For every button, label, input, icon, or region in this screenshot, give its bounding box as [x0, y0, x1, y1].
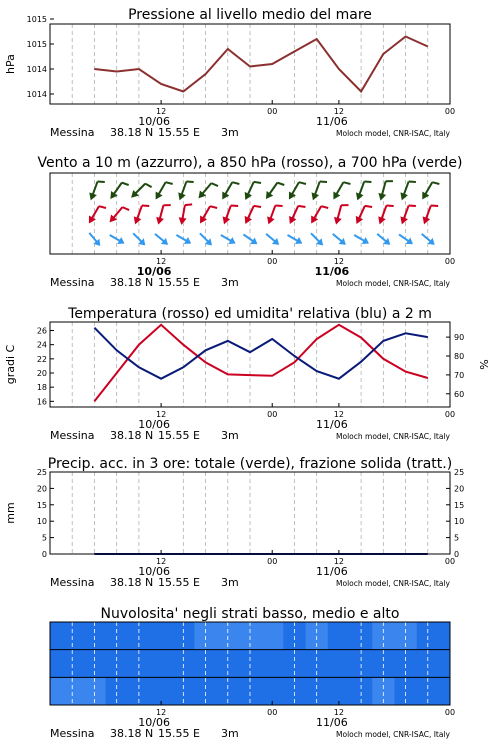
wind-barb-700hpa [398, 178, 416, 202]
wind-barb-10m [264, 231, 282, 248]
cloud-cell [328, 650, 351, 678]
x-date-label: 11/06 [316, 565, 348, 578]
x-date-label: 11/06 [316, 716, 348, 729]
y-axis-label: hPa [4, 54, 17, 74]
wind-barb-700hpa [87, 178, 105, 202]
wind-barb-850hpa [107, 203, 130, 227]
y2-tick-label: 20 [454, 484, 465, 494]
location-lon: 15.55 E [158, 276, 200, 289]
location-name: Messina [50, 126, 95, 139]
x-date-label: 11/06 [314, 265, 350, 278]
location-lat: 38.18 N [110, 276, 154, 289]
wind-barb-700hpa [242, 178, 261, 203]
model-credit: Moloch model, CNR-ISAC, Italy [336, 279, 450, 288]
x-tick-label: 12 [156, 557, 167, 566]
y-tick-label: 20 [36, 484, 47, 494]
chart-title: Pressione al livello medio del mare [128, 7, 372, 23]
x-tick-label: 00 [444, 557, 456, 566]
model-credit: Moloch model, CNR-ISAC, Italy [336, 579, 450, 588]
wind-barb-850hpa [242, 202, 261, 227]
x-tick-label: 12 [333, 257, 344, 266]
location-lon: 15.55 E [158, 727, 200, 740]
location-lat: 38.18 N [110, 429, 154, 442]
location-lat: 38.18 N [110, 576, 154, 589]
wind-barb-10m [286, 232, 305, 247]
wind-barb-850hpa [332, 202, 348, 226]
wind-barb-700hpa [263, 179, 285, 203]
y-axis-label: mm [4, 502, 17, 524]
x-date-label: 11/06 [316, 115, 348, 128]
pressure-line [94, 37, 427, 92]
x-tick-label: 00 [267, 557, 278, 566]
y-tick-label: 1014 [26, 65, 47, 74]
cloud-cell [417, 622, 451, 650]
wind-barb-700hpa [354, 178, 372, 202]
x-axis-precip [50, 550, 455, 589]
wind-barb-850hpa [376, 202, 394, 226]
location-alt: 3m [221, 126, 239, 139]
x-tick-label: 12 [156, 708, 167, 717]
location-alt: 3m [221, 576, 239, 589]
wind-barb-700hpa [330, 178, 351, 203]
wind-barb-10m [397, 231, 416, 247]
wind-barb-10m [219, 232, 238, 247]
x-date-label: 10/06 [138, 115, 170, 128]
wind-barb-850hpa [398, 202, 416, 226]
cloud-cell [261, 622, 284, 650]
wind-barb-850hpa [286, 202, 305, 227]
x-date-label: 10/06 [136, 265, 172, 278]
pressure-frame [50, 24, 450, 104]
chart-title: Precip. acc. in 3 ore: totale (verde), frazione solida (tratt.) [47, 456, 453, 472]
wind-barb-850hpa [308, 202, 329, 227]
y2-tick-label: 60 [454, 389, 465, 399]
y2-tick-label: 15 [454, 500, 465, 510]
x-axis-temp_rh [50, 403, 455, 442]
wind-barb-10m [352, 232, 371, 247]
wind-barb-700hpa [309, 178, 327, 202]
y2-tick-label: 70 [454, 370, 465, 380]
x-tick-label: 12 [333, 410, 344, 419]
x-tick-label: 00 [267, 257, 278, 266]
model-credit: Moloch model, CNR-ISAC, Italy [336, 432, 450, 441]
x-tick-label: 12 [156, 107, 167, 116]
chart-title: Vento a 10 m (azzurro), a 850 hPa (rosso), a 700 hPa (verde) [37, 155, 463, 171]
x-tick-label: 00 [267, 708, 278, 717]
x-tick-label: 12 [333, 708, 344, 717]
y2-tick-label: 5 [454, 533, 460, 543]
location-lon: 15.55 E [158, 576, 200, 589]
cloud-cell [328, 622, 351, 650]
x-tick-label: 00 [444, 410, 456, 419]
precip-frame [50, 472, 450, 554]
cloud-cell [328, 677, 351, 705]
wind-barb-10m [241, 231, 260, 247]
y-tick-label: 24 [36, 340, 47, 350]
wind-barb-700hpa [377, 178, 393, 202]
x-tick-label: 00 [444, 708, 456, 717]
y-tick-label: 0 [41, 550, 47, 559]
cloud-cell [50, 622, 106, 650]
x-date-label: 11/06 [316, 418, 348, 431]
wind-barb-850hpa [131, 202, 149, 226]
vertical-gridlines [72, 322, 428, 407]
y2-tick-label: 25 [454, 468, 465, 477]
x-date-label: 10/06 [138, 565, 170, 578]
y-axis-label: gradi C [4, 344, 17, 385]
y2-tick-label: 80 [454, 352, 465, 361]
location-name: Messina [50, 576, 95, 589]
wind-barb-700hpa [285, 178, 306, 203]
wind-barb-700hpa [176, 178, 194, 202]
y-tick-label: 20 [36, 369, 47, 378]
x-tick-label: 00 [444, 107, 456, 116]
y2-tick-label: 10 [454, 517, 465, 527]
vertical-gridlines [72, 24, 428, 104]
cloud-cell [261, 650, 284, 678]
wind-barb-850hpa [220, 202, 238, 226]
y-tick-label: 26 [36, 326, 47, 336]
y-tick-label: 1015 [26, 15, 47, 24]
model-credit: Moloch model, CNR-ISAC, Italy [336, 129, 450, 138]
x-tick-label: 12 [333, 107, 344, 116]
cloud-cell [150, 622, 173, 650]
wind-barb-850hpa [154, 202, 170, 226]
location-lat: 38.18 N [110, 126, 154, 139]
wind-barb-850hpa [353, 202, 372, 227]
wind-barb-850hpa [85, 202, 106, 227]
wind-barb-700hpa [419, 178, 440, 203]
y-tick-label: 16 [36, 397, 47, 407]
y2-tick-label: 0 [454, 550, 460, 559]
x-axis-wind [50, 250, 455, 289]
cloud-cell [50, 677, 106, 705]
cloud-cell [261, 677, 284, 705]
x-axis-clouds [50, 701, 455, 740]
wind-barb-10m [152, 231, 170, 248]
cloud-cell [150, 677, 173, 705]
chart-title: Nuvolosita' negli strati basso, medio e alto [100, 606, 400, 622]
x-tick-label: 00 [267, 107, 278, 116]
wind-barb-850hpa [197, 202, 218, 227]
y-tick-label: 10 [36, 517, 47, 527]
wind-barb-10m [330, 231, 348, 248]
wind-barb-700hpa [219, 178, 240, 203]
x-tick-label: 00 [444, 257, 456, 266]
y-tick-label: 15 [36, 500, 47, 510]
wind-barb-700hpa [152, 178, 173, 203]
wind-barb-850hpa [420, 202, 438, 226]
location-name: Messina [50, 429, 95, 442]
y-tick-label: 1014 [26, 90, 47, 99]
y-tick-label: 25 [36, 468, 47, 477]
wind-barb-850hpa [177, 202, 192, 226]
location-alt: 3m [221, 276, 239, 289]
y-tick-label: 18 [36, 383, 47, 393]
wind-barb-10m [174, 232, 193, 247]
cloud-cell [417, 650, 451, 678]
location-name: Messina [50, 276, 95, 289]
chart-title: Temperatura (rosso) ed umidita' relativa (blu) a 2 m [68, 306, 432, 322]
vertical-gridlines [72, 472, 428, 554]
cloud-cell [417, 677, 451, 705]
x-tick-label: 12 [156, 410, 167, 419]
model-credit: Moloch model, CNR-ISAC, Italy [336, 730, 450, 739]
wind-barb-850hpa [265, 202, 283, 226]
wind-barb-10m [108, 232, 127, 247]
x-date-label: 10/06 [138, 716, 170, 729]
y2-axis-label: % [478, 359, 491, 370]
x-axis-pressure [50, 100, 455, 139]
x-date-label: 10/06 [138, 418, 170, 431]
y-tick-label: 1015 [26, 40, 47, 49]
wind-barb-700hpa [107, 179, 129, 203]
cloud-cell [50, 650, 106, 678]
x-tick-label: 12 [156, 257, 167, 266]
location-lon: 15.55 E [158, 126, 200, 139]
x-tick-label: 00 [267, 410, 278, 419]
y-tick-label: 22 [36, 354, 47, 364]
location-lat: 38.18 N [110, 727, 154, 740]
wind-barb-700hpa [128, 179, 151, 202]
cloud-cell [150, 650, 173, 678]
y-tick-label: 5 [41, 533, 47, 543]
location-lon: 15.55 E [158, 429, 200, 442]
x-tick-label: 12 [333, 557, 344, 566]
location-alt: 3m [221, 429, 239, 442]
temperature-line [94, 325, 427, 402]
location-name: Messina [50, 727, 95, 740]
wind-barb-700hpa [195, 179, 218, 203]
location-alt: 3m [221, 727, 239, 740]
y2-tick-label: 90 [454, 333, 465, 343]
